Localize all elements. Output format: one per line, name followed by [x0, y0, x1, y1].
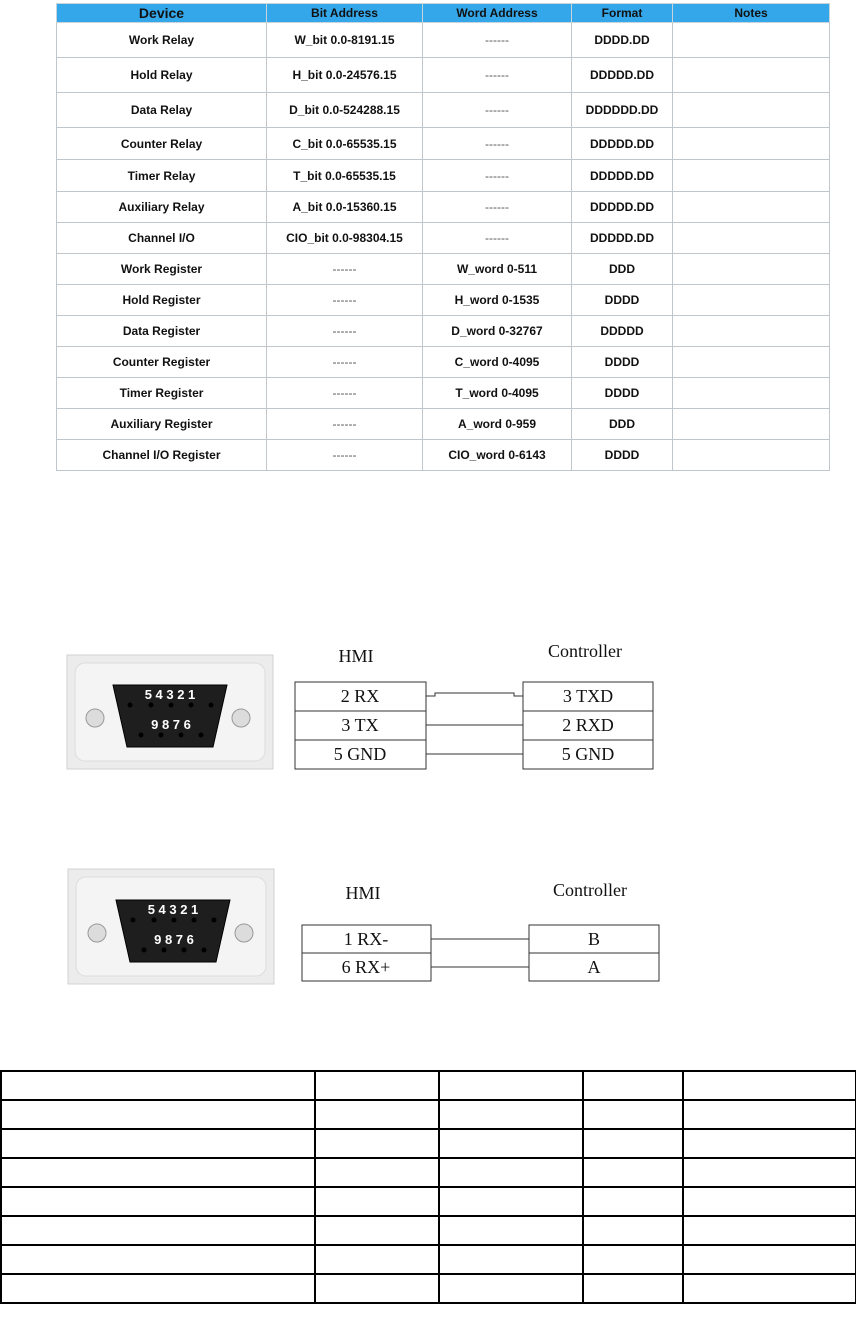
- format-cell: DDD: [572, 254, 673, 285]
- table-row: [57, 347, 830, 378]
- format-cell: DDDD: [572, 285, 673, 316]
- empty-cell: [583, 1158, 683, 1187]
- controller-label: Controller: [553, 880, 627, 900]
- empty-cell: [439, 1274, 583, 1303]
- notes-cell: [673, 347, 830, 378]
- pin-numbers-bottom: 9 8 7 6: [151, 717, 191, 732]
- empty-cell: [1, 1245, 315, 1274]
- header-format: Format: [572, 4, 673, 23]
- empty-cell: [683, 1274, 856, 1303]
- word-address-cell: ------: [423, 23, 572, 58]
- table-row: [57, 128, 830, 160]
- notes-cell: [673, 254, 830, 285]
- rs232-wiring-diagram: [0, 635, 856, 780]
- format-cell: DDDDD.DD: [572, 160, 673, 192]
- device-cell: Data Relay: [57, 93, 267, 128]
- device-cell: Auxiliary Register: [57, 409, 267, 440]
- empty-cell: [583, 1071, 683, 1100]
- controller-pin-1: B: [587, 929, 601, 949]
- empty-cell: [1, 1274, 315, 1303]
- header-notes: Notes: [673, 4, 830, 23]
- wires: [426, 693, 523, 754]
- empty-cell: [683, 1187, 856, 1216]
- bit-address-cell: A_bit 0.0-15360.15: [267, 192, 423, 223]
- db9-connector-icon: [68, 869, 274, 984]
- empty-cell: [315, 1071, 439, 1100]
- notes-cell: [673, 316, 830, 347]
- empty-cell: [439, 1129, 583, 1158]
- word-address-cell: C_word 0-4095: [423, 347, 572, 378]
- bit-address-cell: H_bit 0.0-24576.15: [267, 58, 423, 93]
- notes-cell: [673, 223, 830, 254]
- header-word-address: Word Address: [423, 4, 572, 23]
- empty-cell: [683, 1129, 856, 1158]
- empty-cell: [1, 1216, 315, 1245]
- notes-cell: [673, 93, 830, 128]
- table-row: [57, 409, 830, 440]
- empty-cell: [315, 1187, 439, 1216]
- empty-cell: [683, 1071, 856, 1100]
- hmi-pin-2: 3 TX: [341, 715, 379, 735]
- word-address-cell: ------: [423, 160, 572, 192]
- device-cell: Auxiliary Relay: [57, 192, 267, 223]
- table-row: [1, 1274, 856, 1303]
- table-row: [57, 160, 830, 192]
- word-address-cell: T_word 0-4095: [423, 378, 572, 409]
- empty-cell: [683, 1100, 856, 1129]
- controller-label: Controller: [548, 641, 622, 661]
- device-cell: Hold Relay: [57, 58, 267, 93]
- table-row: [1, 1071, 856, 1100]
- word-address-cell: ------: [423, 93, 572, 128]
- empty-cell: [439, 1216, 583, 1245]
- device-cell: Channel I/O Register: [57, 440, 267, 471]
- device-cell: Data Register: [57, 316, 267, 347]
- bit-address-cell: D_bit 0.0-524288.15: [267, 93, 423, 128]
- word-address-cell: W_word 0-511: [423, 254, 572, 285]
- empty-cell: [1, 1158, 315, 1187]
- bit-address-cell: T_bit 0.0-65535.15: [267, 160, 423, 192]
- device-cell: Hold Register: [57, 285, 267, 316]
- word-address-cell: ------: [423, 58, 572, 93]
- hmi-pin-1: 1 RX-: [343, 929, 389, 949]
- empty-cell: [683, 1158, 856, 1187]
- notes-cell: [673, 378, 830, 409]
- word-address-cell: ------: [423, 192, 572, 223]
- db9-connector-icon: [67, 655, 273, 769]
- device-cell: Work Register: [57, 254, 267, 285]
- empty-cell: [583, 1187, 683, 1216]
- format-cell: DDDD: [572, 378, 673, 409]
- format-cell: DDD: [572, 409, 673, 440]
- empty-cell: [683, 1216, 856, 1245]
- empty-cell: [439, 1245, 583, 1274]
- empty-cell: [683, 1245, 856, 1274]
- table-row: [57, 23, 830, 58]
- table-body: [57, 23, 830, 471]
- empty-cell: [1, 1071, 315, 1100]
- controller-pin-1: 3 TXD: [562, 686, 614, 706]
- format-cell: DDDDDD.DD: [572, 93, 673, 128]
- pin-numbers-bottom: 9 8 7 6: [154, 932, 194, 947]
- bit-address-cell: ------: [267, 285, 423, 316]
- rs485-wiring-diagram: [0, 865, 856, 990]
- blank-table: [0, 1070, 856, 1304]
- format-cell: DDDDD: [572, 316, 673, 347]
- table-row: [57, 316, 830, 347]
- notes-cell: [673, 192, 830, 223]
- word-address-cell: D_word 0-32767: [423, 316, 572, 347]
- format-cell: DDDDD.DD: [572, 223, 673, 254]
- controller-pin-2: 2 RXD: [562, 715, 614, 735]
- empty-cell: [315, 1245, 439, 1274]
- empty-cell: [1, 1187, 315, 1216]
- hmi-pin-2: 6 RX+: [341, 957, 391, 977]
- notes-cell: [673, 440, 830, 471]
- format-cell: DDDDD.DD: [572, 128, 673, 160]
- table-row: [1, 1158, 856, 1187]
- word-address-cell: ------: [423, 128, 572, 160]
- empty-cell: [315, 1158, 439, 1187]
- format-cell: DDDD: [572, 347, 673, 378]
- table-row: [57, 378, 830, 409]
- notes-cell: [673, 160, 830, 192]
- word-address-cell: A_word 0-959: [423, 409, 572, 440]
- hmi-label: HMI: [345, 883, 381, 903]
- table-row: [1, 1187, 856, 1216]
- bit-address-cell: ------: [267, 347, 423, 378]
- table-header-row: [57, 4, 830, 23]
- controller-pin-2: A: [587, 957, 601, 977]
- device-cell: Timer Relay: [57, 160, 267, 192]
- table-row: [1, 1216, 856, 1245]
- table-row: [57, 285, 830, 316]
- notes-cell: [673, 23, 830, 58]
- hmi-label: HMI: [338, 646, 374, 666]
- bit-address-cell: ------: [267, 440, 423, 471]
- empty-cell: [583, 1274, 683, 1303]
- bit-address-cell: ------: [267, 254, 423, 285]
- empty-cell: [583, 1216, 683, 1245]
- bit-address-cell: W_bit 0.0-8191.15: [267, 23, 423, 58]
- device-address-table: [56, 3, 830, 471]
- table-row: [57, 58, 830, 93]
- table-row: [57, 223, 830, 254]
- bit-address-cell: C_bit 0.0-65535.15: [267, 128, 423, 160]
- table-row: [57, 192, 830, 223]
- device-cell: Counter Register: [57, 347, 267, 378]
- header-bit-address: Bit Address: [267, 4, 423, 23]
- hmi-pin-1: 2 RX: [340, 686, 380, 706]
- empty-cell: [583, 1245, 683, 1274]
- device-cell: Timer Register: [57, 378, 267, 409]
- notes-cell: [673, 128, 830, 160]
- bit-address-cell: ------: [267, 409, 423, 440]
- header-device: Device: [57, 4, 267, 23]
- table-row: [57, 254, 830, 285]
- format-cell: DDDD.DD: [572, 23, 673, 58]
- table-row: [1, 1129, 856, 1158]
- format-cell: DDDD: [572, 440, 673, 471]
- bit-address-cell: ------: [267, 316, 423, 347]
- format-cell: DDDDD.DD: [572, 192, 673, 223]
- empty-cell: [439, 1100, 583, 1129]
- pin-numbers-top: 5 4 3 2 1: [147, 902, 199, 917]
- table-row: [57, 440, 830, 471]
- table-row: [57, 93, 830, 128]
- device-cell: Channel I/O: [57, 223, 267, 254]
- wires: [431, 939, 529, 967]
- empty-cell: [315, 1216, 439, 1245]
- empty-cell: [439, 1071, 583, 1100]
- notes-cell: [673, 285, 830, 316]
- hmi-pin-3: 5 GND: [333, 744, 387, 764]
- empty-cell: [1, 1129, 315, 1158]
- table-row: [1, 1245, 856, 1274]
- pin-numbers-top: 5 4 3 2 1: [144, 687, 196, 702]
- empty-cell: [315, 1100, 439, 1129]
- notes-cell: [673, 58, 830, 93]
- empty-cell: [315, 1274, 439, 1303]
- word-address-cell: CIO_word 0-6143: [423, 440, 572, 471]
- empty-cell: [439, 1187, 583, 1216]
- notes-cell: [673, 409, 830, 440]
- word-address-cell: ------: [423, 223, 572, 254]
- format-cell: DDDDD.DD: [572, 58, 673, 93]
- bit-address-cell: CIO_bit 0.0-98304.15: [267, 223, 423, 254]
- empty-cell: [583, 1100, 683, 1129]
- empty-cell: [1, 1100, 315, 1129]
- bit-address-cell: ------: [267, 378, 423, 409]
- empty-cell: [439, 1158, 583, 1187]
- table-row: [1, 1100, 856, 1129]
- device-cell: Counter Relay: [57, 128, 267, 160]
- empty-cell: [315, 1129, 439, 1158]
- empty-cell: [583, 1129, 683, 1158]
- word-address-cell: H_word 0-1535: [423, 285, 572, 316]
- controller-pin-3: 5 GND: [561, 744, 615, 764]
- device-cell: Work Relay: [57, 23, 267, 58]
